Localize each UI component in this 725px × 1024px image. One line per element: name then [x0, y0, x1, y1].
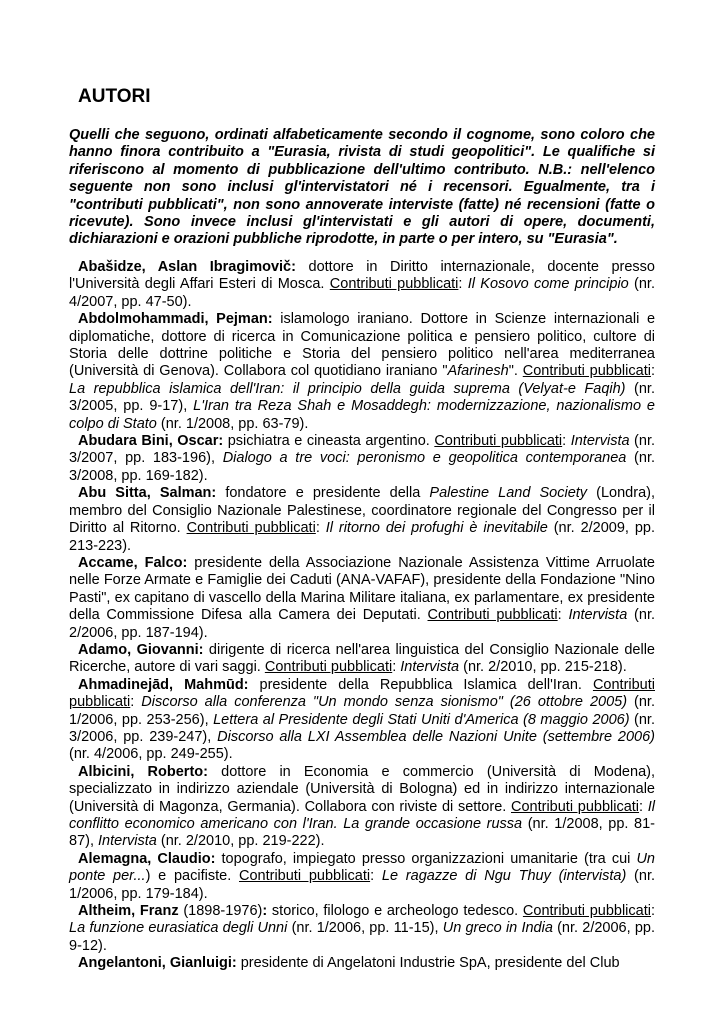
work-reference: (nr. 1/2008, pp. 63-79).	[156, 415, 309, 432]
page-title: AUTORI	[78, 86, 151, 107]
author-entry	[69, 677, 655, 764]
contributions-label: Contributi pubblicati	[522, 903, 651, 920]
work-title: Intervista	[570, 433, 630, 450]
author-description: islamologo iraniano. Dottore in Scienze internazionali e diplomatiche, dottore di ricerca in Comunicazione politica e pensiero politico, cultore di Storia delle dottrine politiche e Storia del pensiero politico nell'area mediterranea (Università di Genova). Collabora col quotidiano iraniano "	[69, 311, 656, 380]
work-title: Le ragazze di Ngu Thuy (intervista)	[381, 868, 627, 885]
author-entry	[69, 311, 655, 433]
author-entry	[69, 903, 655, 955]
author-name: Adamo, Giovanni:	[78, 641, 204, 658]
work-reference: (nr. 2/2009, pp. 213-223).	[69, 520, 655, 554]
author-description: presidente della Repubblica Islamica dell'Iran.	[248, 676, 593, 693]
label-colon: :	[315, 520, 326, 537]
contributions-label: Contributi pubblicati	[69, 676, 655, 711]
author-description: topografo, impiegato presso organizzazioni umanitarie (tra cui	[215, 850, 637, 867]
work-reference: (nr. 2/2010, pp. 215-218).	[459, 659, 627, 676]
work-title: Intervista	[568, 607, 628, 624]
author-name: Abudara Bini, Oscar:	[78, 433, 224, 450]
work-reference: (nr. 4/2006, pp. 249-255).	[69, 746, 233, 763]
work-title: La funzione eurasiatica degli Unni	[69, 920, 288, 937]
author-entry	[69, 955, 655, 972]
author-description: presidente della Associazione Nazionale Assistenza Vittime Arruolate nelle Forze Armate e Famiglie dei Caduti (ANA-VAFAF), presidente della Fondazione "Nino Pasti", ex capitano di vascello della Marina Militare italiana, ex parlamentare, ex presidente della Commissione Difesa alla Camera dei Deputati.	[69, 554, 655, 624]
work-title: La repubblica islamica dell'Iran: il principio della guida suprema (Velyat-e Faqih)	[69, 380, 626, 397]
work-title: Intervista	[400, 659, 460, 676]
author-name: Alemagna, Claudio:	[78, 850, 216, 867]
contributions-label: Contributi pubblicati	[511, 798, 640, 815]
work-reference: (nr. 2/2006, pp. 9-12).	[69, 920, 655, 954]
work-title: Dialogo a tre voci: peronismo e geopolitica contemporanea	[222, 450, 627, 467]
work-reference: (nr. 1/2006, pp. 179-184).	[69, 868, 656, 902]
label-colon: :	[650, 903, 655, 920]
intro-paragraph: Quelli che seguono, ordinati alfabeticamente secondo il cognome, sono coloro che hanno finora contribuito a "Eurasia, rivista di studi geopolitici". Le qualifiche si riferiscono al momento di pubblicazione dell'ultimo contributo. N.B.: nell'elenco seguente non sono inclusi gl'intervistatori né i recensori. Egualmente, tra i "contributi pubblicati", non sono annoverate interviste (fatte) né recensioni (fatte o ricevute). Sono invece inclusi gl'intervistati e gli autori di opere, documenti, dichiarazioni e orazioni pubbliche riprodotte, in parte o per intero, su "Eurasia".	[69, 127, 655, 248]
work-reference: (nr. 1/2006, pp. 11-15),	[287, 920, 443, 937]
label-colon: :	[562, 433, 571, 450]
label-colon: :	[557, 607, 569, 624]
work-title: Il conflitto economico americano con l'Iran. La grande occasione russa	[69, 798, 656, 832]
contributions-label: Contributi pubblicati	[186, 520, 316, 537]
author-description: ".	[508, 363, 523, 380]
author-description: dottore in Diritto internazionale, docente presso l'Università degli Affari Esteri di Mosca.	[69, 259, 655, 293]
author-entry	[69, 764, 655, 851]
author-name: Ahmadinejād, Mahmūd:	[78, 676, 249, 693]
author-description: presidente di Angelatoni Industrie SpA, presidente del Club	[236, 955, 620, 972]
contributions-label: Contributi pubblicati	[434, 433, 563, 450]
work-reference: (nr. 3/2005, pp. 9-17),	[69, 380, 655, 415]
author-description: psichiatra e cineasta argentino.	[223, 433, 435, 450]
author-entry	[69, 642, 655, 677]
contributions-label: Contributi pubblicati	[329, 276, 459, 293]
author-description: dottore in Economia e commercio (Università di Modena), specializzato in indirizzo aziendale (Università di Bologna) ed in indirizzo internazionale (Università di Magonza, Germania). Collabora con riviste di settore.	[69, 763, 655, 815]
author-entry	[69, 485, 655, 555]
label-colon: :	[370, 868, 382, 885]
description-italic: Un ponte per...	[69, 850, 655, 885]
author-dates: (1898-1976)	[178, 903, 263, 920]
work-reference: (nr. 1/2006, pp. 253-256),	[69, 694, 655, 728]
work-title: Lettera al Presidente degli Stati Uniti d'America (8 maggio 2006)	[213, 711, 630, 728]
author-name: Abu Sitta, Salman:	[78, 485, 217, 502]
work-title: Un greco in India	[442, 920, 553, 937]
author-description: ) e pacifiste.	[145, 868, 239, 885]
author-entry	[69, 851, 655, 903]
label-colon: :	[392, 659, 401, 676]
work-reference: (nr. 2/2010, pp. 219-222).	[156, 833, 325, 850]
work-reference: (nr. 1/2008, pp. 81-87),	[69, 816, 655, 850]
author-description: dirigente di ricerca nell'area linguistica del Consiglio Nazionale delle Ricerche, autore di vari saggi.	[69, 641, 655, 676]
author-name: Albicini, Roberto:	[78, 763, 208, 780]
work-title: Il Kosovo come principio	[467, 276, 629, 293]
author-name-colon: :	[262, 903, 268, 920]
author-description: (Londra), membro del Consiglio Nazionale Palestinese, coordinatore regionale del Congresso per il Diritto al Ritorno.	[69, 485, 655, 537]
author-description: storico, filologo e archeologo tedesco.	[267, 903, 523, 920]
description-italic: Palestine Land Society	[429, 485, 588, 502]
work-reference: (nr. 3/2008, pp. 169-182).	[69, 450, 655, 484]
label-colon: :	[639, 798, 648, 815]
label-colon: :	[458, 276, 468, 293]
contributions-label: Contributi pubblicati	[522, 363, 651, 380]
work-title: Discorso alla LXI Assemblea delle Nazioni Unite (settembre 2006)	[217, 728, 655, 745]
label-colon: :	[650, 363, 655, 380]
contributions-label: Contributi pubblicati	[264, 659, 393, 676]
work-title: Discorso alla conferenza "Un mondo senza sionismo" (26 ottobre 2005)	[141, 694, 628, 711]
work-title: Intervista	[98, 833, 157, 850]
contributions-label: Contributi pubblicati	[427, 607, 558, 624]
author-name: Abašidze, Aslan Ibragimovič:	[78, 259, 296, 275]
label-colon: :	[130, 694, 142, 711]
description-italic: Afarinesh	[447, 363, 509, 380]
work-reference: (nr. 2/2006, pp. 187-194).	[69, 607, 656, 641]
author-entry	[69, 259, 655, 311]
author-name: Abdolmohammadi, Pejman:	[78, 311, 273, 328]
author-list	[69, 259, 655, 973]
author-name: Accame, Falco:	[78, 554, 188, 571]
author-entry	[69, 433, 655, 485]
author-description: fondatore e presidente della	[216, 485, 430, 502]
work-reference: (nr. 4/2007, pp. 47-50).	[69, 276, 655, 310]
contributions-label: Contributi pubblicati	[239, 868, 371, 885]
author-name: Altheim, Franz	[78, 903, 179, 920]
work-reference: (nr. 3/2006, pp. 239-247),	[69, 711, 655, 745]
author-name: Angelantoni, Gianluigi:	[78, 955, 237, 972]
author-entry	[69, 555, 655, 642]
work-title: L'Iran tra Reza Shah e Mosaddegh: modernizzazione, nazionalismo e colpo di Stato	[69, 398, 656, 432]
work-title: Il ritorno dei profughi è inevitabile	[325, 520, 548, 537]
work-reference: (nr. 3/2007, pp. 183-196),	[69, 433, 656, 467]
